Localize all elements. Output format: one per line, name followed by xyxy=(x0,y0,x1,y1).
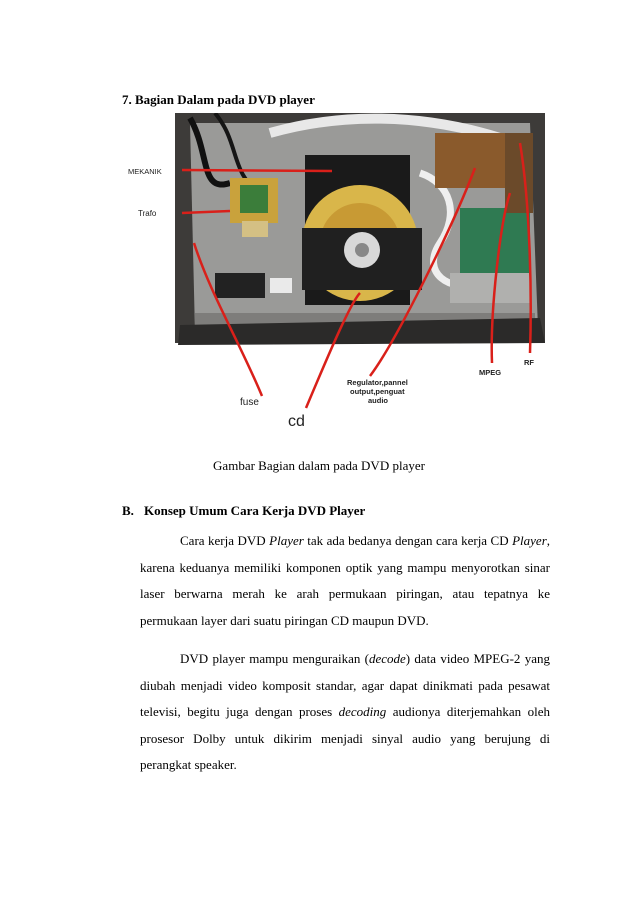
paragraph-line: prosesor Dolby untuk dikirim menjadi sinyal audio yang berujung di xyxy=(140,730,550,746)
label-fuse: fuse xyxy=(240,397,259,408)
paragraph-line: perangkat speaker. xyxy=(140,757,237,773)
paragraph-line: Cara kerja DVD Player tak ada bedanya dengan cara kerja CD Player, xyxy=(180,533,550,548)
paragraph-line: permukaan layer dari suatu piringan CD maupun DVD. xyxy=(140,612,429,628)
section-heading-b xyxy=(122,503,365,519)
paragraph-line: karena keduanya memiliki komponen optik yang mampu menyorotkan sinar xyxy=(140,559,550,575)
label-regulator-2: output,penguat xyxy=(350,387,405,396)
photo xyxy=(175,113,545,345)
dvd-player-internal-photo xyxy=(120,113,550,435)
label-rf: RF xyxy=(524,358,534,367)
label-regulator-1: Regulator,pannel xyxy=(347,378,408,387)
label-mekanik: MEKANIK xyxy=(128,167,162,176)
paragraph-1 xyxy=(140,528,550,634)
paragraph-line: laser berwarna merah ke arah permukaan piringan, atau tepatnya ke xyxy=(140,586,550,602)
paragraph-line: televisi, begitu juga dengan proses decoding audionya diterjemahkan oleh xyxy=(140,704,550,720)
paragraph-line: diubah menjadi video komposit standar, agar dapat dinikmati pada pesawat xyxy=(140,677,550,693)
section-number: B. xyxy=(122,503,134,518)
section-heading-7: 7. Bagian Dalam pada DVD player xyxy=(122,92,315,107)
label-mpeg: MPEG xyxy=(479,368,502,377)
section-title: Konsep Umum Cara Kerja DVD Player xyxy=(144,503,366,518)
label-trafo: Trafo xyxy=(138,209,157,218)
label-regulator-3: audio xyxy=(368,396,388,405)
label-cd: cd xyxy=(288,413,305,430)
paragraph-2 xyxy=(140,646,550,779)
paragraph-line: DVD player mampu menguraikan (decode) data video MPEG-2 yang xyxy=(180,651,550,666)
figure-caption: Gambar Bagian dalam pada DVD player xyxy=(213,458,425,473)
